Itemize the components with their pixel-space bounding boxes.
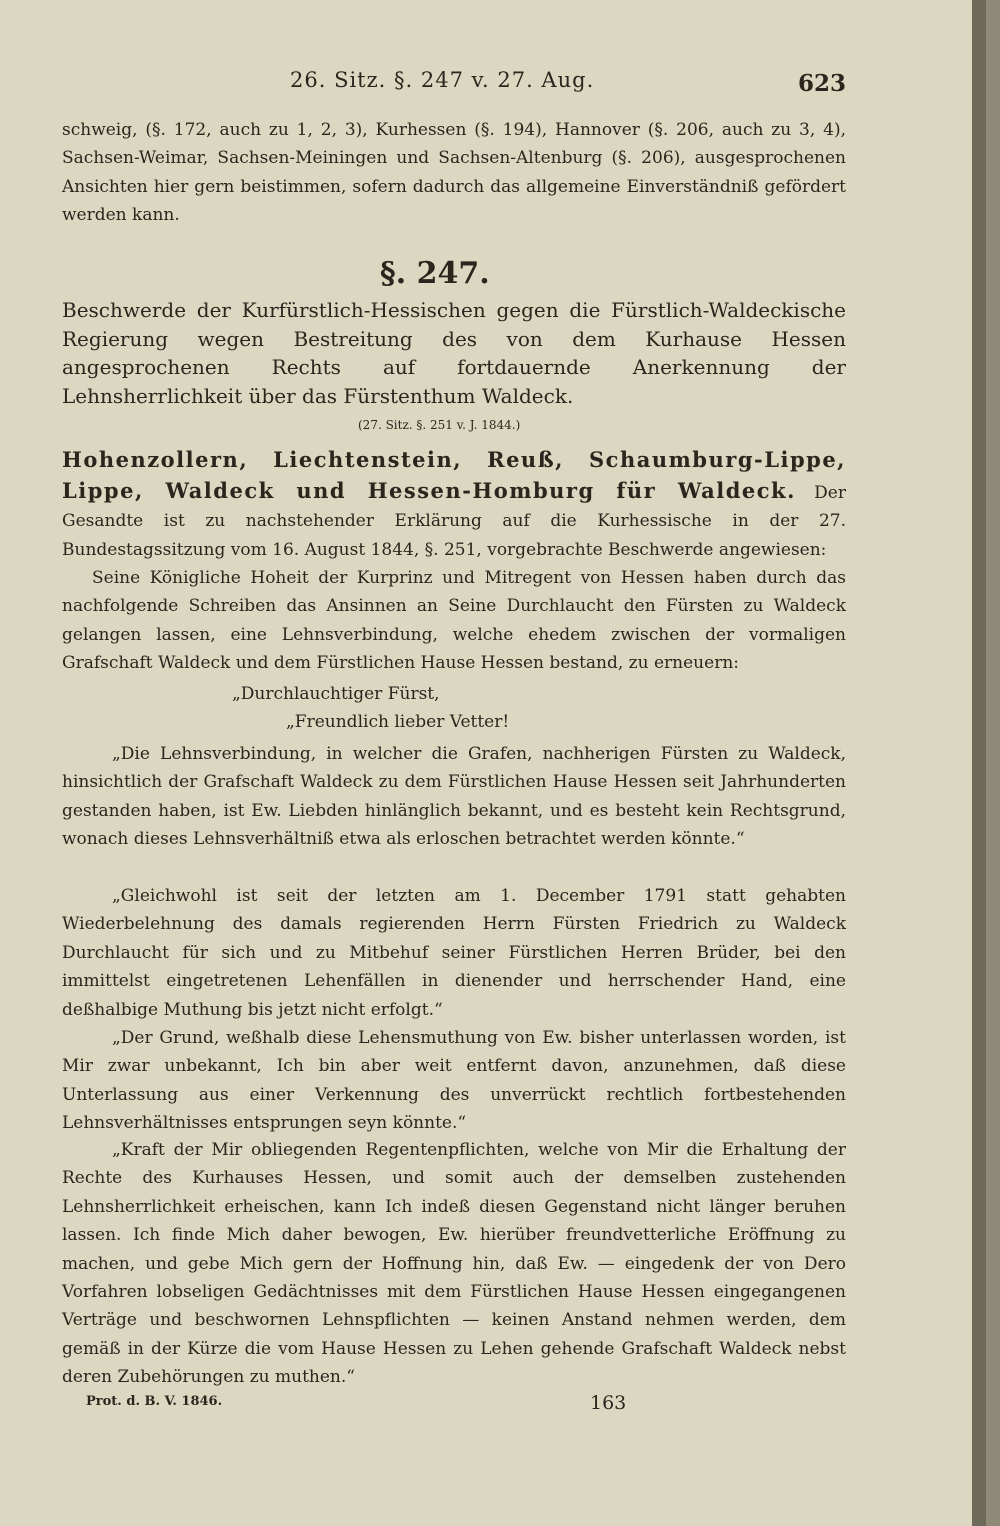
page-number: 623 <box>797 70 846 97</box>
page-edge-shadow <box>972 0 986 1526</box>
lead-paragraph: Seine Königliche Hoheit der Kurprinz und Mitregent von Hessen haben durch das nachfolgende Schreiben das Ansinnen an Seine Durchlaucht den Fürsten zu Waldeck gelangen lassen, eine Lehnsverbindung, welche ehedem zwischen der vormaligen Grafschaft Waldeck und dem Fürstlichen Hause Hessen bestand, zu erneuern: <box>62 568 846 673</box>
footer-signature: Prot. d. B. V. 1846. <box>86 1394 223 1409</box>
letter-salutation-2: „Freundlich lieber Vetter! <box>286 712 510 732</box>
letter-paragraph: „Gleichwohl ist seit der letzten am 1. December 1791 statt gehabten Wiederbelehnung des damals regierenden Herrn Fürsten Friedrich zu Waldeck Durchlaucht für sich und zu Mitbehuf seiner Fürstlichen Herren Brüder, bei den immittelst eingetretenen Lehenfällen in dienender und herrschender Hand, eine deßhalbige Muthung bis jetzt nicht erfolgt.“ <box>62 886 846 1020</box>
states-lead: Hohenzollern, Liechtenstein, Reuß, Schaumburg-Lippe, Lippe, Waldeck und Hessen-Homburg für Waldeck. <box>62 447 846 503</box>
section-citation: (27. Sitz. §. 251 v. J. 1844.) <box>358 418 521 432</box>
letter-paragraph: „Kraft der Mir obliegenden Regentenpflichten, welche von Mir die Erhaltung der Rechte des Kurhauses Hessen, und somit auch der demselben zustehenden Lehnsherrlichkeit erheischen, kann Ich indeß diesen Gegenstand nicht länger beruhen lassen. Ich finde Mich daher bewogen, Ew. hierüber freundvetterliche Eröffnung zu machen, und gebe Mich gern der Hoffnung hin, daß Ew. — eingedenk der von Dero Vorfahren lobseligen Gedächtnisses mit dem Fürstlichen Hause Hessen eingegangenen Verträge und beschwornen Lehnspflichten — keinen Anstand nehmen werden, dem gemäß in der Kürze die vom Hause Hessen zu Lehen gehende Grafschaft Waldeck nebst deren Zubehörungen zu muthen.“ <box>62 1140 846 1388</box>
letter-paragraph: „Die Lehnsverbindung, in welcher die Grafen, nachherigen Fürsten zu Waldeck, hinsichtlich der Grafschaft Waldeck zu dem Fürstlichen Hause Hessen seit Jahrhunderten gestanden haben, ist Ew. Liebden hinlänglich bekannt, und es besteht kein Rechtsgrund, wonach dieses Lehnsverhältniß etwa als erloschen betrachtet werden könnte.“ <box>62 744 846 850</box>
states-text: Der Gesandte ist zu nachstehender Erklärung auf die Kurhessische in der 27. Bundestagssitzung vom 16. August 1844, §. 251, vorgebrachte Beschwerde angewiesen: <box>62 482 846 560</box>
states-paragraph <box>62 446 846 564</box>
section-title: Beschwerde der Kurfürstlich-Hessischen gegen die Fürstlich-Waldeckische Regierung wegen Bestreitung des von dem Kurhause Hessen angesprochenen Rechts auf fortdauernde Anerkennung der Lehnsherrlichkeit über das Fürstenthum Waldeck. <box>62 298 846 408</box>
intro-paragraph: schweig, (§. 172, auch zu 1, 2, 3), Kurhessen (§. 194), Hannover (§. 206, auch zu 3, 4), Sachsen-Weimar, Sachsen-Meiningen und Sachsen-Altenburg (§. 206), ausgesprochenen Ansichten hier gern beistimmen, sofern dadurch das allgemeine Einverständniß gefördert werden kann. <box>62 120 846 225</box>
section-number: §. 247. <box>380 256 490 291</box>
letter-salutation-1: „Durchlauchtiger Fürst, <box>232 684 440 704</box>
letter-paragraph: „Der Grund, weßhalb diese Lehensmuthung von Ew. bisher unterlassen worden, ist Mir zwar unbekannt, Ich bin aber weit entfernt davon, anzunehmen, daß diese Unterlassung aus einer Verkennung des unverrückt rechtlich fortbestehenden Lehnsverhältnisses entsprungen seyn könnte.“ <box>62 1028 846 1134</box>
running-head: 26. Sitz. §. 247 v. 27. Aug. <box>290 68 595 92</box>
footer-sheet-number: 163 <box>590 1392 627 1414</box>
